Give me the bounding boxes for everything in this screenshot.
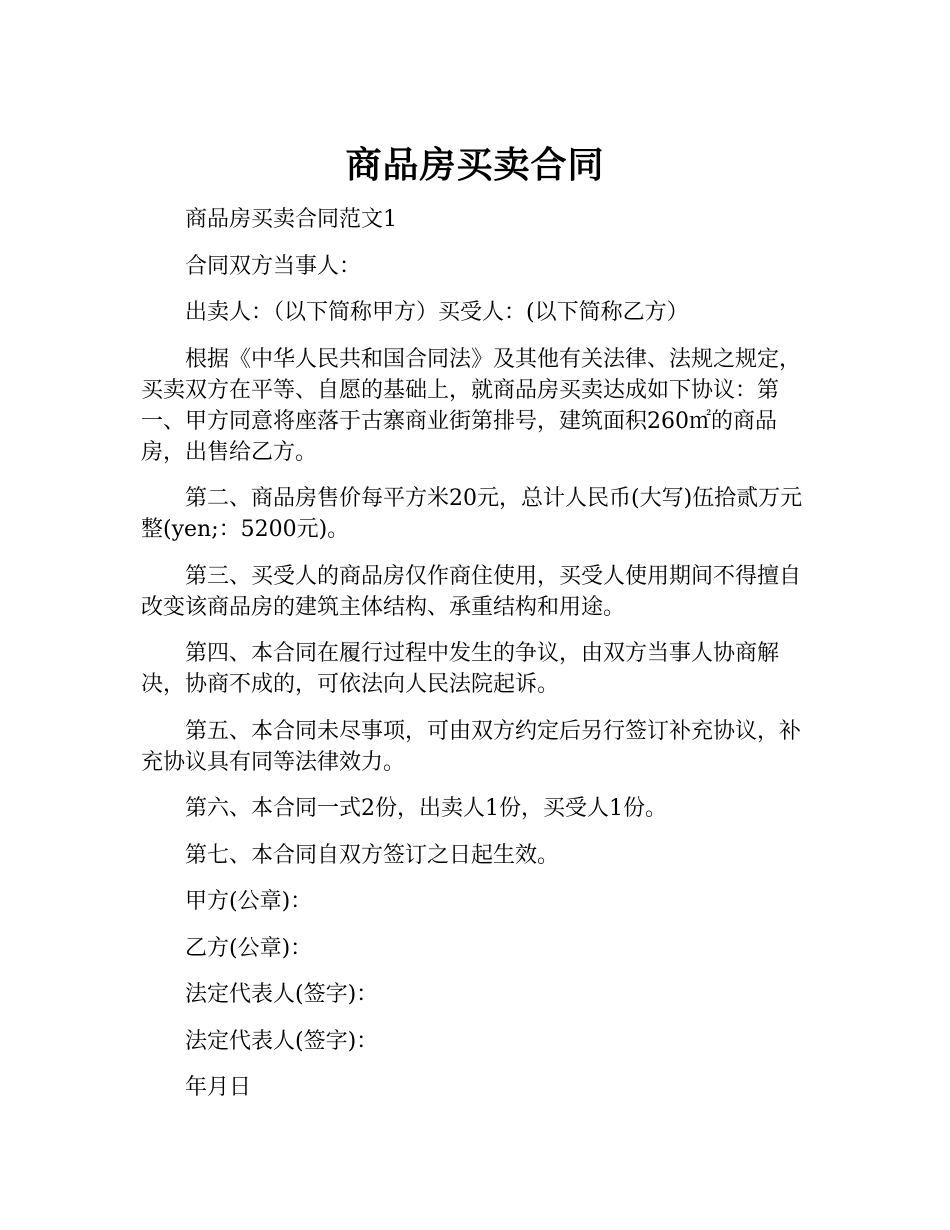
signature-party-b: 乙方(公章)：: [185, 935, 313, 961]
paragraph-article-5: 第五、本合同未尽事项，可由双方约定后另行签订补充协议，补充协议具有同等法律效力。: [141, 718, 802, 775]
signature-date: 年月日: [185, 1075, 252, 1100]
document-body: [141, 204, 809, 1119]
paragraph-article-4: 第四、本合同在履行过程中发生的争议，由双方当事人协商解决，协商不成的，可依法向人民法院起诉。: [141, 641, 780, 697]
paragraph-heading: 商品房买卖合同范文1: [185, 207, 397, 232]
paragraph-article-3: 第三、买受人的商品房仅作商住使用，买受人使用期间不得擅自改变该商品房的建筑主体结构、承重结构和用途。: [141, 563, 802, 620]
signature-representative-b: 法定代表人(签字)：: [185, 1028, 379, 1054]
paragraph-parties: 合同双方当事人：: [185, 253, 362, 279]
signature-representative-a: 法定代表人(签字)：: [185, 982, 379, 1007]
paragraph-seller-buyer: 出卖人：（以下简称甲方）买受人：(以下简称乙方）: [185, 300, 689, 325]
paragraph-article-2: 第二、商品房售价每平方米20元，总计人民币(大写)伍拾贰万元整(yen;：5200元)。: [141, 486, 803, 542]
document-title: 商品房买卖合同: [345, 145, 605, 187]
paragraph-article-6: 第六、本合同一式2份，出卖人1份，买受人1份。: [185, 796, 667, 821]
paragraph-article-1: 根据《中华人民共和国合同法》及其他有关法律、法规之规定，买卖双方在平等、自愿的基础上，就商品房买卖达成如下协议：第一、甲方同意将座落于古寨商业街第排号，建筑面积260㎡的商品房，出售给乙方。: [141, 346, 802, 465]
signature-party-a: 甲方(公章)：: [185, 889, 313, 914]
paragraph-article-7: 第七、本合同自双方签订之日起生效。: [185, 842, 560, 868]
